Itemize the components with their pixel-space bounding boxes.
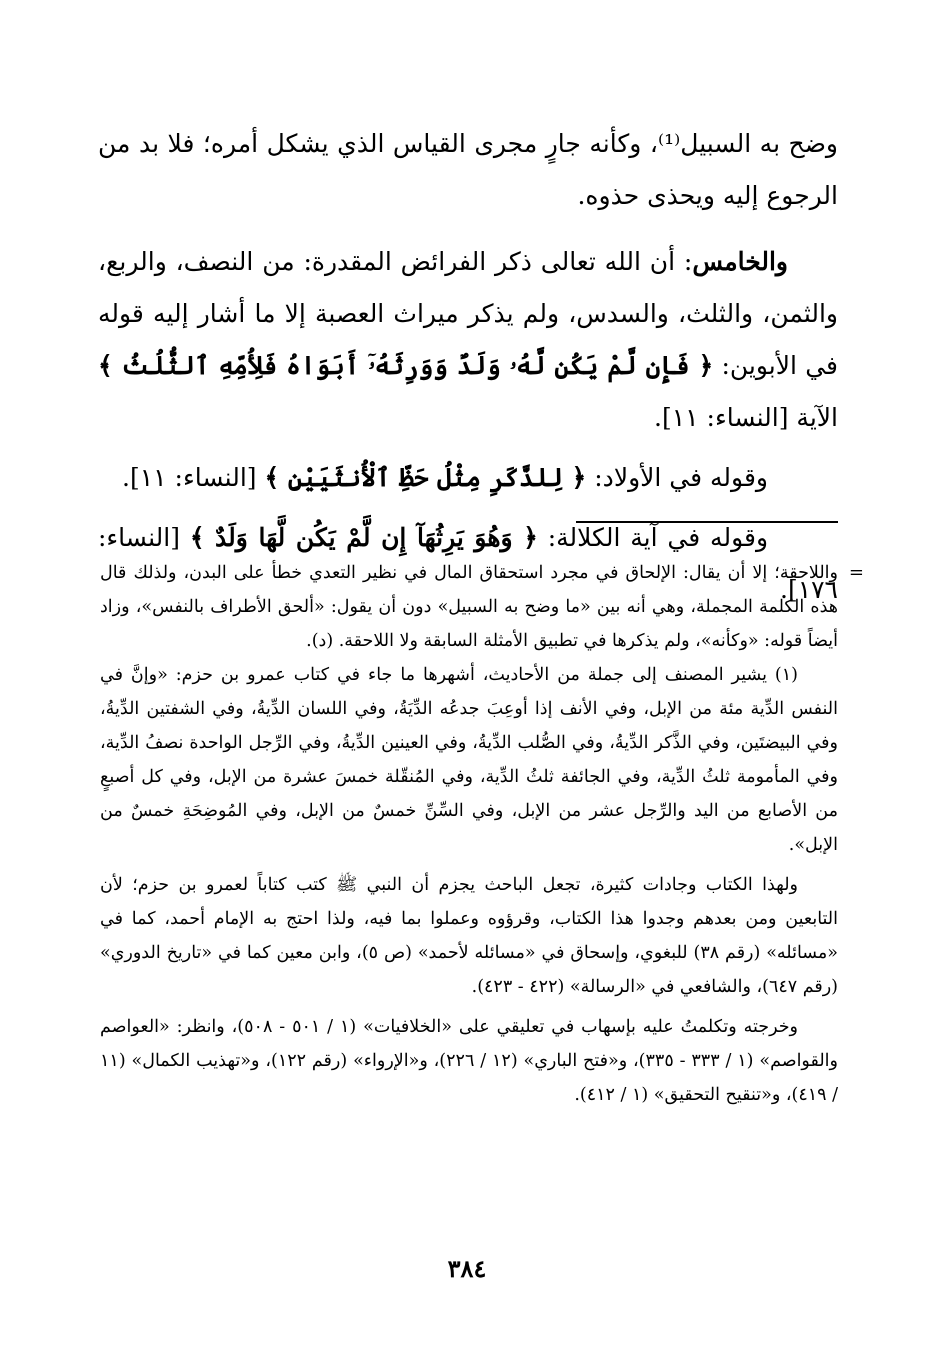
quran-ref-1: الآية [النساء: ١١].: [654, 403, 838, 432]
paragraph-3-text: وقوله في الأولاد:: [586, 463, 768, 492]
paragraph-4-text: وقوله في آية الكلالة:: [537, 523, 769, 552]
footnote-separator: [576, 521, 838, 523]
footnotes: [100, 556, 864, 1112]
quran-ref-3: [النساء: ١٧٦].: [98, 523, 838, 604]
footnote-1-paragraph-2: ولهذا الكتاب وجادات كثيرة، تجعل الباحث يجزم أن النبي ﷺ كتب كتاباً لعمرو بن حزم؛ لأن التابعين ومن بعدهم وجدوا هذا الكتاب، وقرؤوه وعملوا بما فيه، ولذا احتج به الإمام أحمد، كما في «مسائله» (رقم ٣٨) للبغوي، وإسحاق في «مسائله لأحمد» (ص ٥)، وابن معين كما في «تاريخ الدوري» (رقم ٦٤٧)، والشافعي في «الرسالة» (٤٢٢ - ٤٢٣).: [100, 875, 838, 997]
footnote-continued: واللاحقة؛ إلا أن يقال: الإلحاق في مجرد استحقاق المال في نظير التعدي خطأ على البدن، ولذلك قال هذه الكلمة المجملة، وهي أنه بين «ما وضح به السبيل» دون أن يقول: «ألحق الأطراف بالنفس»، وزاد أيضاً قوله: «وكأنه»، ولم يذكرها في تطبيق الأمثلة السابقة ولا اللاحقة. (د).: [100, 563, 838, 651]
quran-ref-2: [النساء: ١١].: [122, 463, 265, 492]
paragraph-2: [98, 236, 838, 444]
page-number: ٣٨٤: [447, 1254, 487, 1283]
paragraph-2-term: والخامس: [692, 247, 788, 276]
footnote-1-paragraph-3: وخرجته وتكلمتُ عليه بإسهاب في تعليقي على «الخلافيات» (١ / ٥٠١ - ٥٠٨)، وانظر: «العواصم والقواصم» (١ / ٣٣٣ - ٣٣٥)، و«فتح الباري» (١٢ / ٢٢٦)، و«الإرواء» (رقم ١٢٢)، و«تهذيب الكمال» (١١ / ٤١٩)، و«تنقيح التحقيق» (١ / ٤١٢).: [100, 1017, 838, 1105]
quran-verse-3: ﴿ وَهُوَ يَرِثُهَآ إِن لَّمْ يَكُن لَّهَا وَلَدٌ ﴾: [189, 523, 538, 552]
paragraph-2-text: : أن الله تعالى ذكر الفرائض المقدرة: من النصف، والربع، والثمن، والثلث، والسدس، ولم يذكر ميراث العصبة إلا ما أشار إليه قوله في الأبوين:: [98, 247, 839, 380]
paragraph-3: [98, 452, 838, 504]
continuation-mark: =: [848, 562, 864, 583]
footnote-1: (١) يشير المصنف إلى جملة من الأحاديث، أشهرها ما جاء في كتاب عمرو بن حزم: «وإنَّ في النفس الدِّية مئة من الإبل، وفي الأنف إذا أوعِبَ جدعُه الدِّيَةُ، وفي اللسان الدِّيةُ، وفي الشفتين الدِّيةُ، وفي البيضتَين، وفي الذَّكر الدِّيةُ، وفي الصُّلب الدِّيةُ، وفي العينين الدِّيةُ، وفي الرِّجل الواحدة نصفُ الدِّية، وفي المأمومة ثلثُ الدِّية، وفي الجائفة ثلثُ الدِّية، وفي المُنقّلة خمسَ عشرة من الإبل، وفي كل أصبعٍ من الأصابع من اليد والرِّجل عشر من الإبل، وفي السِّنِّ خمسٌ من الإبل، وفي المُوضِحَةِ خمسٌ من الإبل».: [100, 665, 838, 855]
paragraph-1: وضح به السبيل⁽¹⁾، وكأنه جارٍ مجرى القياس الذي يشكل أمره؛ فلا بد من الرجوع إليه ويحذى حذوه.: [98, 129, 838, 210]
main-text: [98, 118, 838, 616]
quran-verse-1: ﴿ فَإِن لَّمْ يَكُن لَّهُۥ وَلَدٌ وَوَرِثَهُۥٓ أَبَوَاهُ فَلِأُمِّهِ ٱلثُّلُثُ ﴾: [98, 351, 714, 380]
quran-verse-2: ﴿ لِلذَّكَرِ مِثْلُ حَظِّ ٱلْأُنثَيَيْنِ ﴾: [264, 463, 587, 492]
